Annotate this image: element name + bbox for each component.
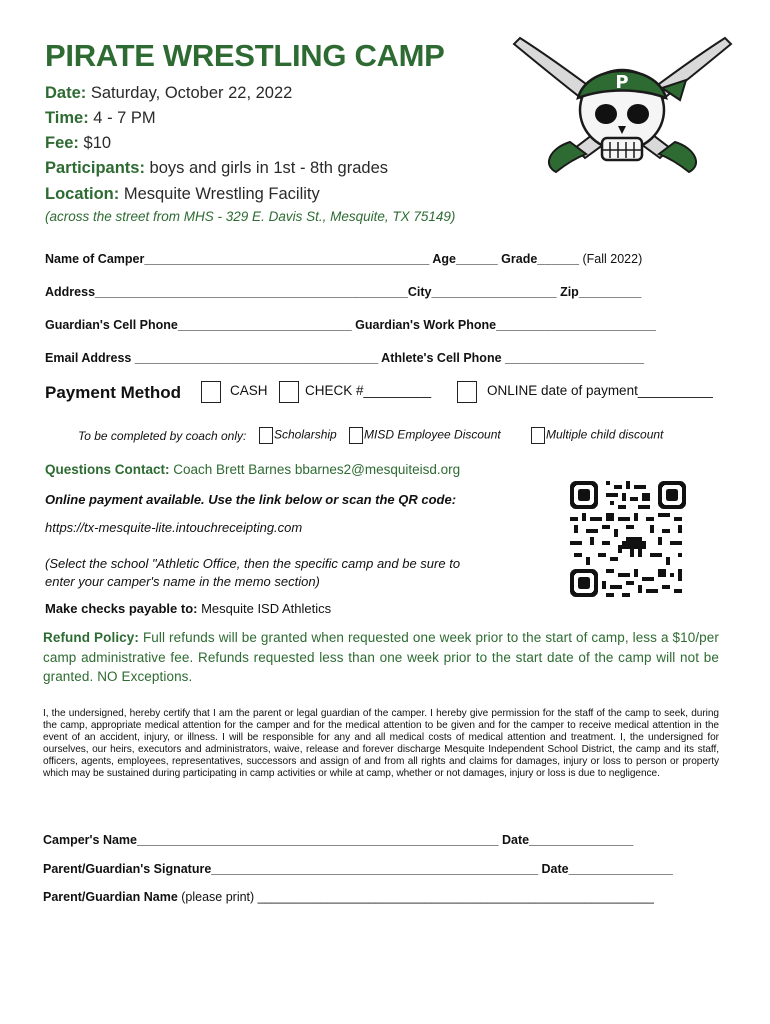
online-label: ONLINE date of payment__________ [487, 383, 713, 398]
parent-name-field[interactable]: Parent/Guardian Name (please print) _________________________________________________________ [43, 890, 654, 904]
time-line: Time: 4 - 7 PM [45, 109, 156, 127]
address-field[interactable]: Address_____________________________________________City__________________ Zip_________ [45, 285, 642, 299]
fee-line: Fee: $10 [45, 134, 112, 152]
multiple-option[interactable]: Multiple child discount [531, 427, 663, 444]
payment-method-title: Payment Method [45, 383, 182, 402]
cash-label: CASH [230, 383, 268, 398]
location-line: Location: Mesquite Wrestling Facility [45, 185, 320, 203]
payment-url[interactable]: https://tx-mesquite-lite.intouchreceipting.com [45, 520, 303, 535]
date-line: Date: Saturday, October 22, 2022 [45, 84, 293, 102]
email-field[interactable]: Email Address ___________________________________ Athlete's Cell Phone ____________________ [45, 351, 645, 365]
page-title: PIRATE WRESTLING CAMP [45, 38, 445, 73]
select-school-note: (Select the school "Athletic Office, then the specific camp and be sure to enter your camper's name in the memo section) [45, 556, 461, 589]
check-label: CHECK #_________ [305, 383, 432, 398]
logo-letter: P [615, 72, 629, 93]
parent-signature-field[interactable]: Parent/Guardian's Signature_______________________________________________ Date_______________ [43, 862, 673, 876]
multiple-checkbox[interactable] [531, 427, 545, 444]
scholarship-option[interactable]: Scholarship [259, 427, 337, 444]
liability-waiver: I, the undersigned, hereby certify that I am the parent or legal guardian of the camper. I hereby give permission for the staff of the camp to seek, during the camp, appropriate medical attention for the camper and for the medical attention to be given and for the camper to receive medical attention in the event of an accident, injury, or illness. I will be responsible for any and all medical costs of medical attention and treatment. I, the undersigned for ourselves, our heirs, executors and administrators, waive, release and forever discharge Mesquite Independent School District, the camp and its staff, officers, agents, employees, representatives, successors and assign of and from all rights and claims for damages, injury or loss to person or property which may be sustained during participating in camp activities or while at camp, whether or not damages, injury or loss is due to negligence. [43, 708, 719, 779]
scholarship-checkbox[interactable] [259, 427, 273, 444]
participants-line: Participants: boys and girls in 1st - 8th grades [45, 159, 388, 177]
questions-contact: Questions Contact: Coach Brett Barnes bbarnes2@mesquiteisd.org [45, 462, 461, 477]
misd-option[interactable]: MISD Employee Discount [349, 427, 501, 444]
online-payment-heading: Online payment available. Use the link below or scan the QR code: [45, 492, 457, 507]
qr-code-icon[interactable] [570, 481, 686, 597]
check-checkbox[interactable] [279, 381, 299, 403]
camper-name-signature-field[interactable]: Camper's Name____________________________________________________ Date_______________ [43, 833, 634, 847]
camper-name-field[interactable]: Name of Camper_________________________________________ Age______ Grade______ (Fall 2022) [45, 252, 643, 266]
skull-crossed-swords-logo [510, 30, 735, 190]
refund-policy: Refund Policy: Full refunds will be granted when requested one week prior to the start of camp, less a $10/per camp administrative fee. Refunds requested less than one week prior to the start date of the camp will not be granted. NO Exceptions. [43, 630, 719, 684]
cash-checkbox[interactable] [201, 381, 221, 403]
coach-only-label: To be completed by coach only: [78, 429, 247, 443]
online-checkbox[interactable] [457, 381, 477, 403]
checks-payable: Make checks payable to: Mesquite ISD Athletics [45, 601, 332, 616]
guardian-phone-field[interactable]: Guardian's Cell Phone_________________________ Guardian's Work Phone_______________________ [45, 318, 656, 332]
misd-checkbox[interactable] [349, 427, 363, 444]
location-note: (across the street from MHS - 329 E. Davis St., Mesquite, TX 75149) [45, 209, 456, 224]
